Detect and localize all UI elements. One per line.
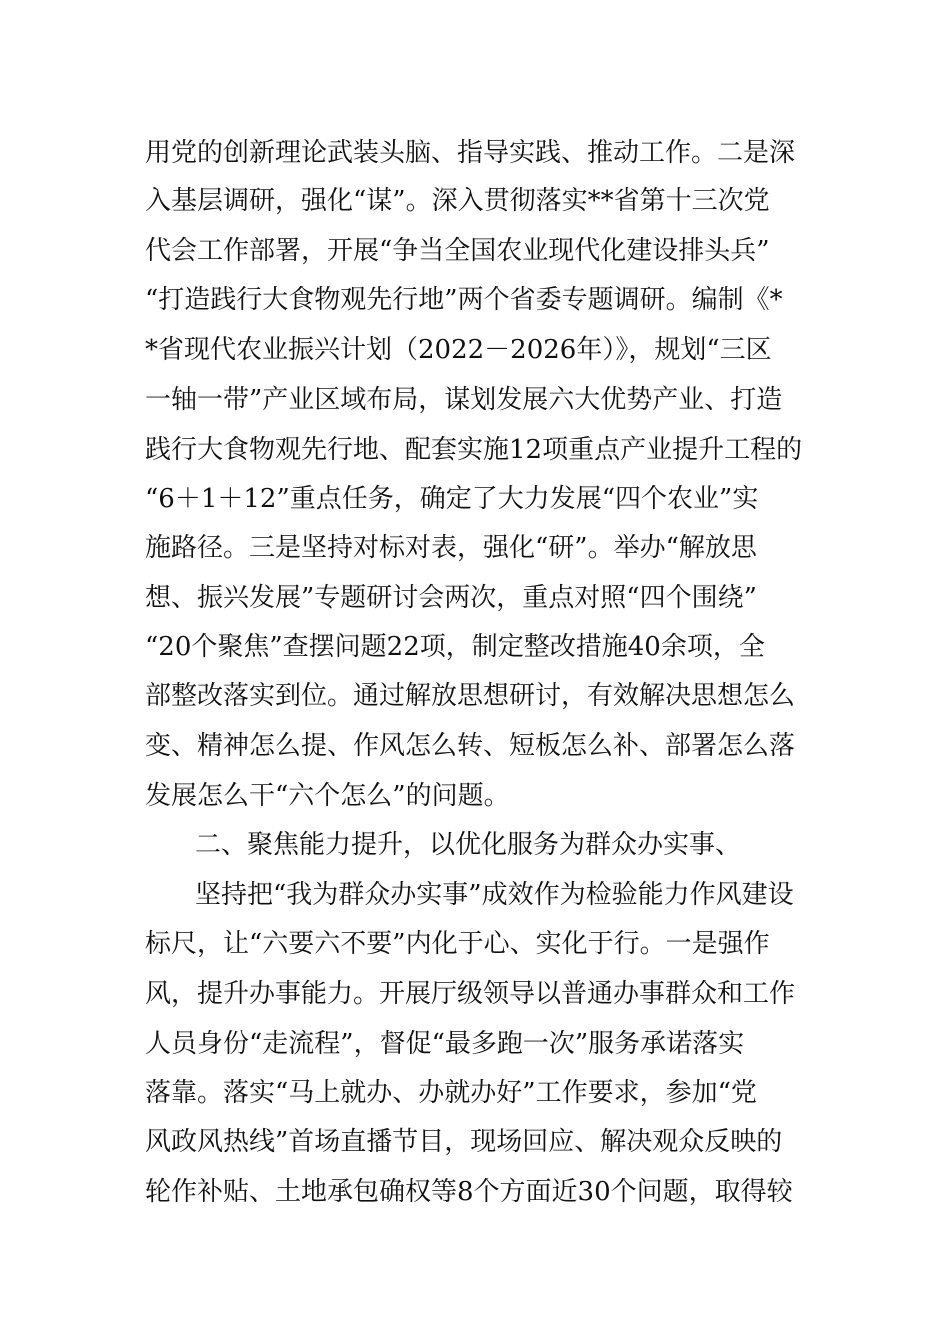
paragraph-line: 用党的创新理论武装头脑、指导实践、推动工作。二是深 [145, 138, 796, 168]
paragraph-line: “打造践行大食物观先行地”两个省委专题调研。编制《* [145, 285, 783, 315]
paragraph-line: 一轴一带”产业区域布局，谋划发展六大优势产业、打造 [145, 385, 783, 415]
paragraph-line: 施路径。三是坚持对标对表，强化“研”。举办“解放思 [145, 533, 757, 563]
paragraph-line: 落靠。落实“马上就办、办就办好”工作要求，参加“党 [145, 1078, 757, 1108]
paragraph-line: 入基层调研，强化“谋”。深入贯彻落实**省第十三次党 [145, 186, 770, 216]
paragraph-line: 人员身份“走流程”，督促“最多跑一次”服务承诺落实 [145, 1029, 745, 1059]
paragraph-line: 风政风热线”首场直播节目，现场回应、解决观众反映的 [145, 1127, 783, 1157]
paragraph-line: 部整改落实到位。通过解放思想研讨，有效解决思想怎么 [145, 681, 796, 711]
paragraph-line: 发展怎么干“六个怎么”的问题。 [145, 781, 510, 811]
paragraph-line: 想、振兴发展”专题研讨会两次，重点对照“四个围绕” [145, 583, 757, 613]
paragraph-line: 变、精神怎么提、作风怎么转、短板怎么补、部署怎么落 [145, 731, 796, 761]
paragraph-line: *省现代农业振兴计划（2022－2026年）》，规划“三区 [145, 335, 772, 365]
paragraph-line: 轮作补贴、土地承包确权等8个方面近30个问题，取得较 [145, 1177, 793, 1207]
paragraph-line: 代会工作部署，开展“争当全国农业现代化建设排头兵” [145, 236, 770, 266]
paragraph-line: 坚持把“我为群众办实事”成效作为检验能力作风建设 [195, 880, 794, 910]
paragraph-line: “6＋1＋12”重点任务，确定了大力发展“四个农业”实 [145, 484, 759, 514]
paragraph-line: “20个聚焦”查摆问题22项，制定整改措施40余项，全 [145, 632, 765, 662]
paragraph-line: 践行大食物观先行地、配套实施12项重点产业提升工程的 [145, 435, 803, 465]
section-heading: 二、聚焦能力提升，以优化服务为群众办实事、 [195, 830, 742, 860]
paragraph-line: 风，提升办事能力。开展厅级领导以普通办事群众和工作 [145, 979, 796, 1009]
paragraph-line: 标尺，让“六要六不要”内化于心、实化于行。一是强作 [145, 929, 770, 959]
